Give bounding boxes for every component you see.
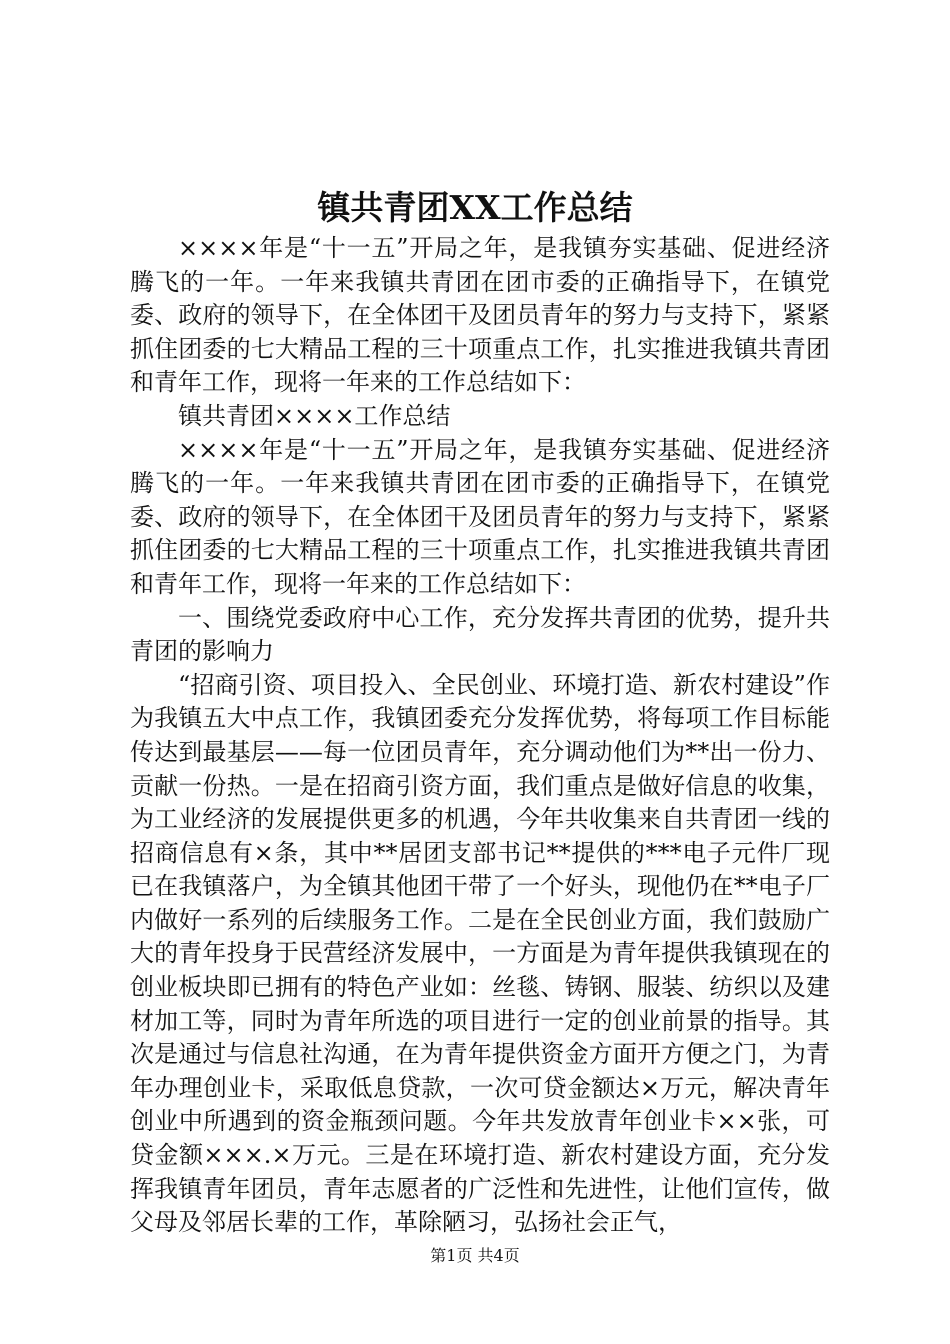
paragraph-section-1: “招商引资、项目投入、全民创业、环境打造、新农村建设”作为我镇五大中点工作，我镇团委充分发挥优势，将每项工作目标能传达到最基层——每一位团员青年，充分调动他们为**出一份力、贡献一份热。一是在招商引资方面，我们重点是做好信息的收集，为工业经济的发展提供更多的机遇，今年共收集来自共青团一线的招商信息有×条，其中**居团支部书记**提供的***电子元件厂现已在我镇落户，为全镇其他团干带了一个好头，现他仍在**电子厂内做好一系列的后续服务工作。二是在全民创业方面，我们鼓励广大的青年投身于民营经济发展中，一方面是为青年提供我镇现在的创业板块即已拥有的特色产业如：丝毯、铸钢、服装、纺织以及建材加工等，同时为青年所选的项目进行一定的创业前景的指导。其次是通过与信息社沟通，在为青年提供资金方面开方便之门，为青年办理创业卡，采取低息贷款，一次可贷金额达×万元，解决青年创业中所遇到的资金瓶颈问题。今年共发放青年创业卡××张，可贷金额×××.×万元。三是在环境打造、新农村建设方面，充分发挥我镇青年团员，青年志愿者的广泛性和先进性，让他们宣传，做父母及邻居长辈的工作，革除陋习，弘扬社会正气， (130, 670, 830, 1237)
page-footer: 第1页 共4页 (430, 1246, 520, 1265)
paragraph-intro-repeat: ××××年是“十一五”开局之年，是我镇夯实基础、促进经济腾飞的一年。一年来我镇共青团在团市委的正确指导下，在镇党委、政府的领导下，在全体团干及团员青年的努力与支持下，紧紧抓住团委的七大精品工程的三十项重点工作，扎实推进我镇共青团和青年工作，现将一年来的工作总结如下： (130, 435, 830, 598)
document-title: 镇共青团XX工作总结 (317, 188, 633, 227)
paragraph-intro: ××××年是“十一五”开局之年，是我镇夯实基础、促进经济腾飞的一年。一年来我镇共青团在团市委的正确指导下，在镇党委、政府的领导下，在全体团干及团员青年的努力与支持下，紧紧抓住团委的七大精品工程的三十项重点工作，扎实推进我镇共青团和青年工作，现将一年来的工作总结如下： (130, 234, 830, 397)
paragraph-subtitle: 镇共青团××××工作总结 (178, 401, 451, 430)
section-heading-1: 一、围绕党委政府中心工作，充分发挥共青团的优势，提升共青团的影响力 (130, 603, 830, 666)
document-body (130, 232, 830, 1240)
